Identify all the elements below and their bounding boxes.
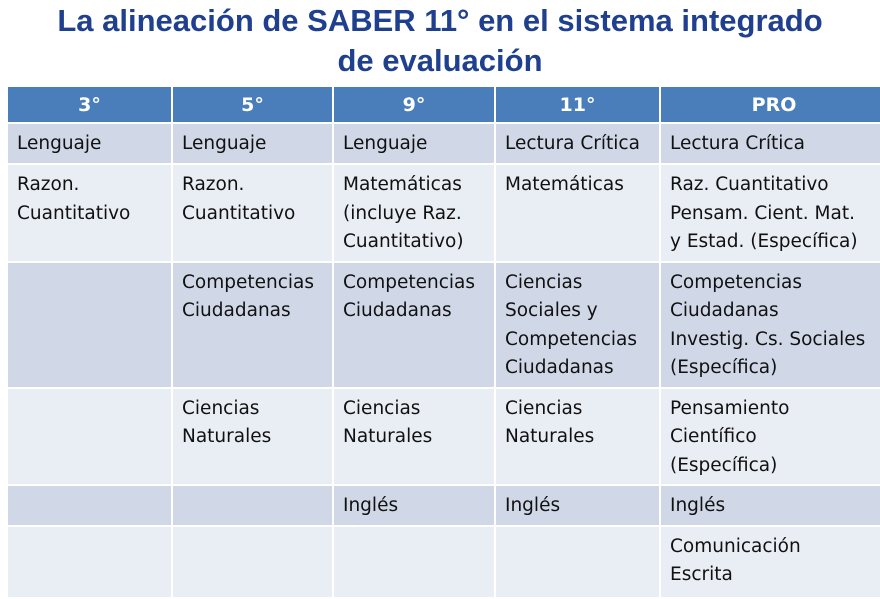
- table-cell: Ciencias Naturales: [495, 388, 660, 486]
- table-cell: Lenguaje: [172, 123, 333, 164]
- table-cell: [333, 526, 495, 598]
- header-cell-11: 11°: [495, 87, 660, 123]
- table-cell: Competencias Ciudadanas Investig. Cs. Sociales (Específica): [660, 262, 880, 388]
- table-cell: Razon. Cuantitativo: [172, 164, 333, 262]
- table-row: [8, 123, 880, 164]
- table-cell: Lenguaje: [333, 123, 495, 164]
- table-cell: Matemáticas: [495, 164, 660, 262]
- table-cell: Pensamiento Científico (Específica): [660, 388, 880, 486]
- table-cell: Ciencias Naturales: [333, 388, 495, 486]
- table-cell: [495, 526, 660, 598]
- table-row: [8, 485, 880, 526]
- table-row: [8, 164, 880, 262]
- header-cell-9: 9°: [333, 87, 495, 123]
- table-cell: [172, 485, 333, 526]
- title-line-2: de evaluación: [337, 43, 543, 78]
- table-cell: Comunicación Escrita: [660, 526, 880, 598]
- table-cell: Ciencias Sociales y Competencias Ciudadanas: [495, 262, 660, 388]
- table-cell: Inglés: [660, 485, 880, 526]
- table-cell: Inglés: [495, 485, 660, 526]
- alignment-table: [8, 87, 880, 599]
- title-line-1: La alineación de SABER 11° en el sistema integrado: [57, 3, 823, 38]
- table-cell: Inglés: [333, 485, 495, 526]
- table-cell: Raz. Cuantitativo Pensam. Cient. Mat. y Estad. (Específica): [660, 164, 880, 262]
- table-cell: Competencias Ciudadanas: [333, 262, 495, 388]
- table-cell: [8, 388, 172, 486]
- header-cell-5: 5°: [172, 87, 333, 123]
- header-row: [8, 87, 880, 123]
- table-cell: [172, 526, 333, 598]
- table-cell: Matemáticas (incluye Raz. Cuantitativo): [333, 164, 495, 262]
- table-cell: Lectura Crítica: [495, 123, 660, 164]
- table-row: [8, 526, 880, 598]
- table-row: [8, 388, 880, 486]
- table-cell: Lectura Crítica: [660, 123, 880, 164]
- header-cell-3: 3°: [8, 87, 172, 123]
- table-cell: Competencias Ciudadanas: [172, 262, 333, 388]
- table-cell: [8, 262, 172, 388]
- table-cell: [8, 485, 172, 526]
- table-row: [8, 262, 880, 388]
- table-cell: Lenguaje: [8, 123, 172, 164]
- table-cell: Ciencias Naturales: [172, 388, 333, 486]
- table-cell: Razon. Cuantitativo: [8, 164, 172, 262]
- table-cell: [8, 526, 172, 598]
- slide-title: [0, 0, 880, 82]
- header-cell-pro: PRO: [660, 87, 880, 123]
